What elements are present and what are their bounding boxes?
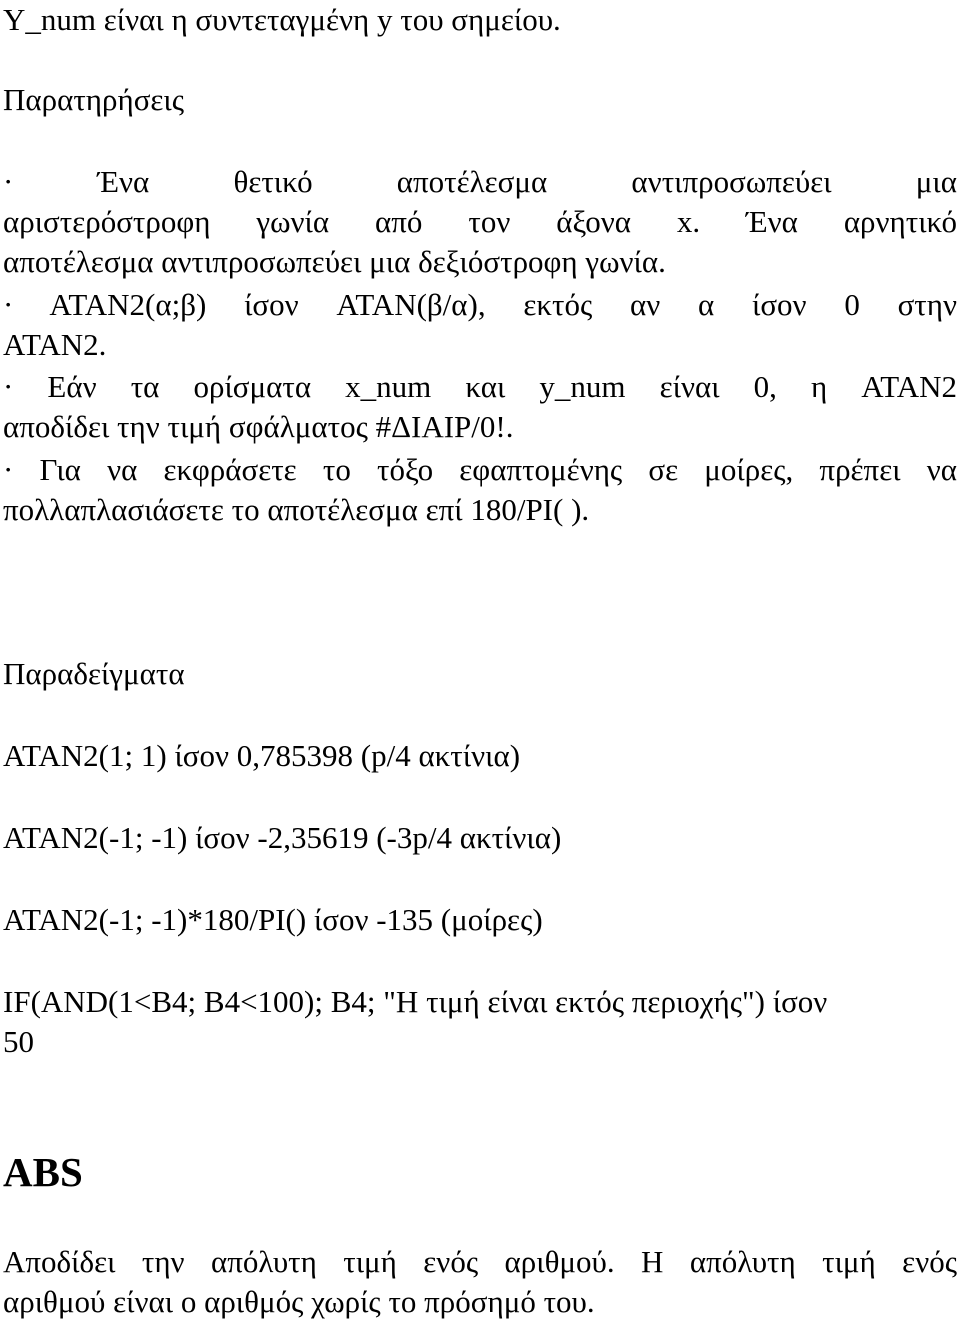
example-4-line-1: IF(AND(1<B4; B4<100); B4; "Η τιμή είναι εκτός περιοχής") ίσον xyxy=(3,984,828,1019)
remark-3-line-1: · Εάν τα ορίσματα x_num και y_num είναι 0, η ATAN2 xyxy=(3,369,957,404)
example-1: ATAN2(1; 1) ίσον 0,785398 (p/4 ακτίνια) xyxy=(3,738,521,773)
remark-1-line-2: αριστερόστροφη γωνία από τον άξονα x. Ένα αρνητικό xyxy=(3,204,957,239)
remark-1-line-1: · Ένα θετικό αποτέλεσμα αντιπροσωπεύει μια xyxy=(3,164,957,199)
examples-heading: Παραδείγματα xyxy=(3,656,185,691)
abs-description-line-2: αριθμού είναι ο αριθμός χωρίς το πρόσημό του. xyxy=(3,1284,595,1319)
remark-3-line-2: αποδίδει την τιμή σφάλματος #ΔΙΑΙΡ/0!. xyxy=(3,409,514,444)
example-4-line-2: 50 xyxy=(3,1024,34,1059)
remark-4-line-1: · Για να εκφράσετε το τόξο εφαπτομένης σε μοίρες, πρέπει να xyxy=(3,452,957,487)
remark-2-line-1: · ATAN2(α;β) ίσον ATAN(β/α), εκτός αν α ίσον 0 στην xyxy=(3,287,957,322)
remark-2-line-2: ATAN2. xyxy=(3,327,107,362)
remarks-heading: Παρατηρήσεις xyxy=(3,82,185,117)
example-2: ATAN2(-1; -1) ίσον -2,35619 (-3p/4 ακτίνια) xyxy=(3,820,562,855)
intro-line: Y_num είναι η συντεταγμένη y του σημείου. xyxy=(3,2,561,37)
abs-description-line-1: Αποδίδει την απόλυτη τιμή ενός αριθμού. Η απόλυτη τιμή ενός xyxy=(3,1244,957,1279)
example-3: ATAN2(-1; -1)*180/PI() ίσον -135 (μοίρες) xyxy=(3,902,543,937)
remark-4-line-2: πολλαπλασιάσετε το αποτέλεσμα επί 180/PI( ). xyxy=(3,492,590,527)
remark-1-line-3: αποτέλεσμα αντιπροσωπεύει μια δεξιόστροφη γωνία. xyxy=(3,244,666,279)
section-heading-abs: ABS xyxy=(3,1149,83,1195)
